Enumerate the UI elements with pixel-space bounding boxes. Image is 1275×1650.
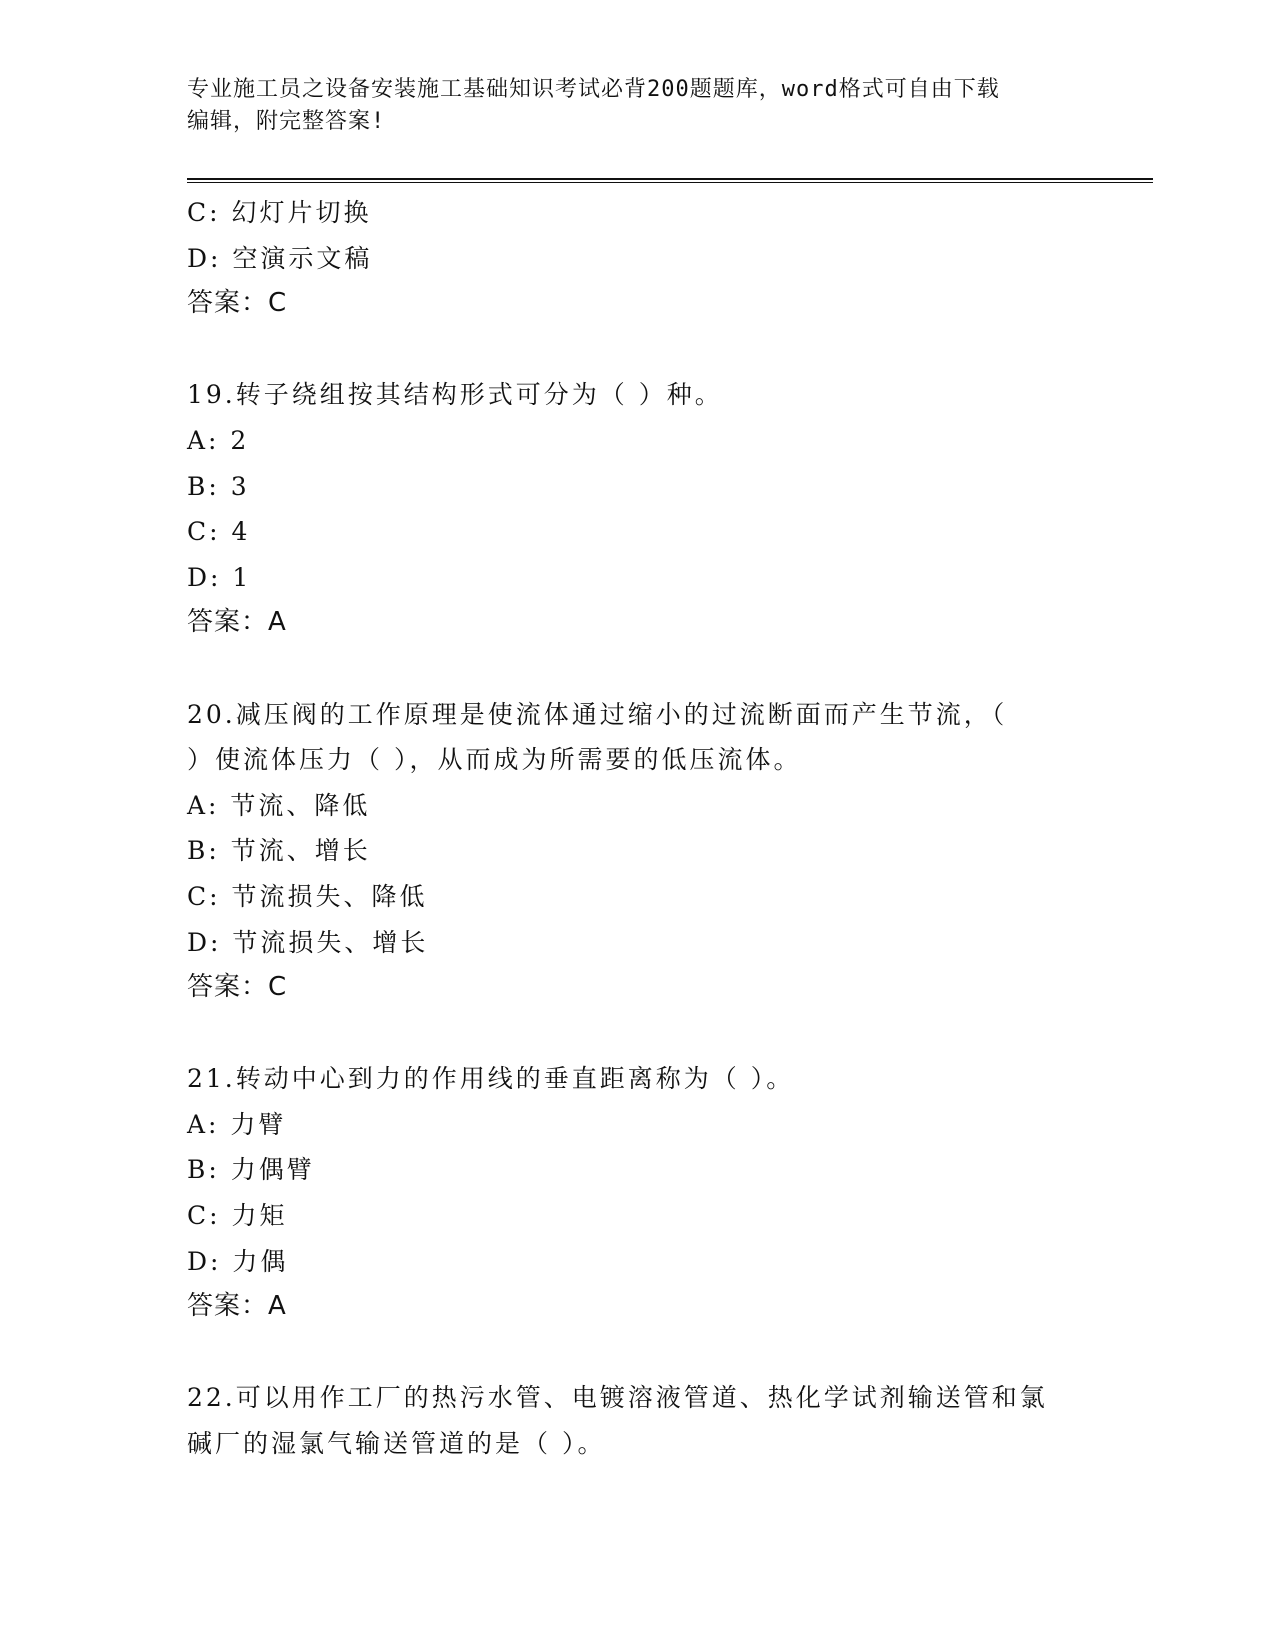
- answer-line: 答案：A: [187, 1291, 287, 1322]
- page-header: [187, 74, 1067, 138]
- option-c: C: 节流损失、降低: [187, 881, 428, 911]
- spacer: [187, 327, 1087, 373]
- question-text: 19.转子绕组按其结构形式可分为（ ）种。: [187, 380, 723, 410]
- question-22: [187, 1375, 1087, 1466]
- question-21: [187, 1056, 1087, 1330]
- option-a: A: 力臂: [187, 1109, 287, 1139]
- question-text-continued: ）使流体压力（ ），从而成为所需要的低压流体。: [187, 745, 802, 775]
- option-d: D: 力偶: [187, 1246, 289, 1276]
- option-b: B: 3: [187, 471, 250, 501]
- spacer: [187, 646, 1087, 692]
- spacer: [187, 1011, 1087, 1057]
- header-divider: [187, 178, 1153, 183]
- question-19: [187, 372, 1087, 646]
- question-text: 22.可以用作工厂的热污水管、电镀溶液管道、热化学试剂输送管和氯: [187, 1383, 1048, 1413]
- prev-question-block: [187, 190, 1087, 327]
- question-text: 20.减压阀的工作原理是使流体通过缩小的过流断面而产生节流，（: [187, 699, 1008, 729]
- option-a: A: 节流、降低: [187, 790, 371, 820]
- question-20: [187, 692, 1087, 1011]
- header-title-line-1: 专业施工员之设备安装施工基础知识考试必背200题题库，word格式可自由下载: [187, 77, 1000, 102]
- answer-line: 答案：C: [187, 972, 288, 1003]
- option-c: C: 力矩: [187, 1201, 288, 1231]
- option-a: A: 2: [187, 425, 250, 455]
- question-list: [187, 190, 1087, 1467]
- option-b: B: 节流、增长: [187, 836, 371, 866]
- option-d: D: 节流损失、增长: [187, 927, 429, 957]
- answer-line: 答案：C: [187, 288, 288, 319]
- spacer: [187, 1330, 1087, 1376]
- option-c: C: 4: [187, 517, 251, 547]
- question-text-continued: 碱厂的湿氯气输送管道的是（ ）。: [187, 1429, 606, 1459]
- option-c: C: 幻灯片切换: [187, 198, 372, 227]
- option-d: D: 空演示文稿: [187, 243, 373, 273]
- header-title-line-2: 编辑，附完整答案!: [187, 109, 386, 134]
- option-d: D: 1: [187, 562, 252, 592]
- question-text: 21.转动中心到力的作用线的垂直距离称为（ ）。: [187, 1064, 795, 1094]
- option-b: B: 力偶臂: [187, 1155, 315, 1185]
- answer-line: 答案：A: [187, 607, 287, 638]
